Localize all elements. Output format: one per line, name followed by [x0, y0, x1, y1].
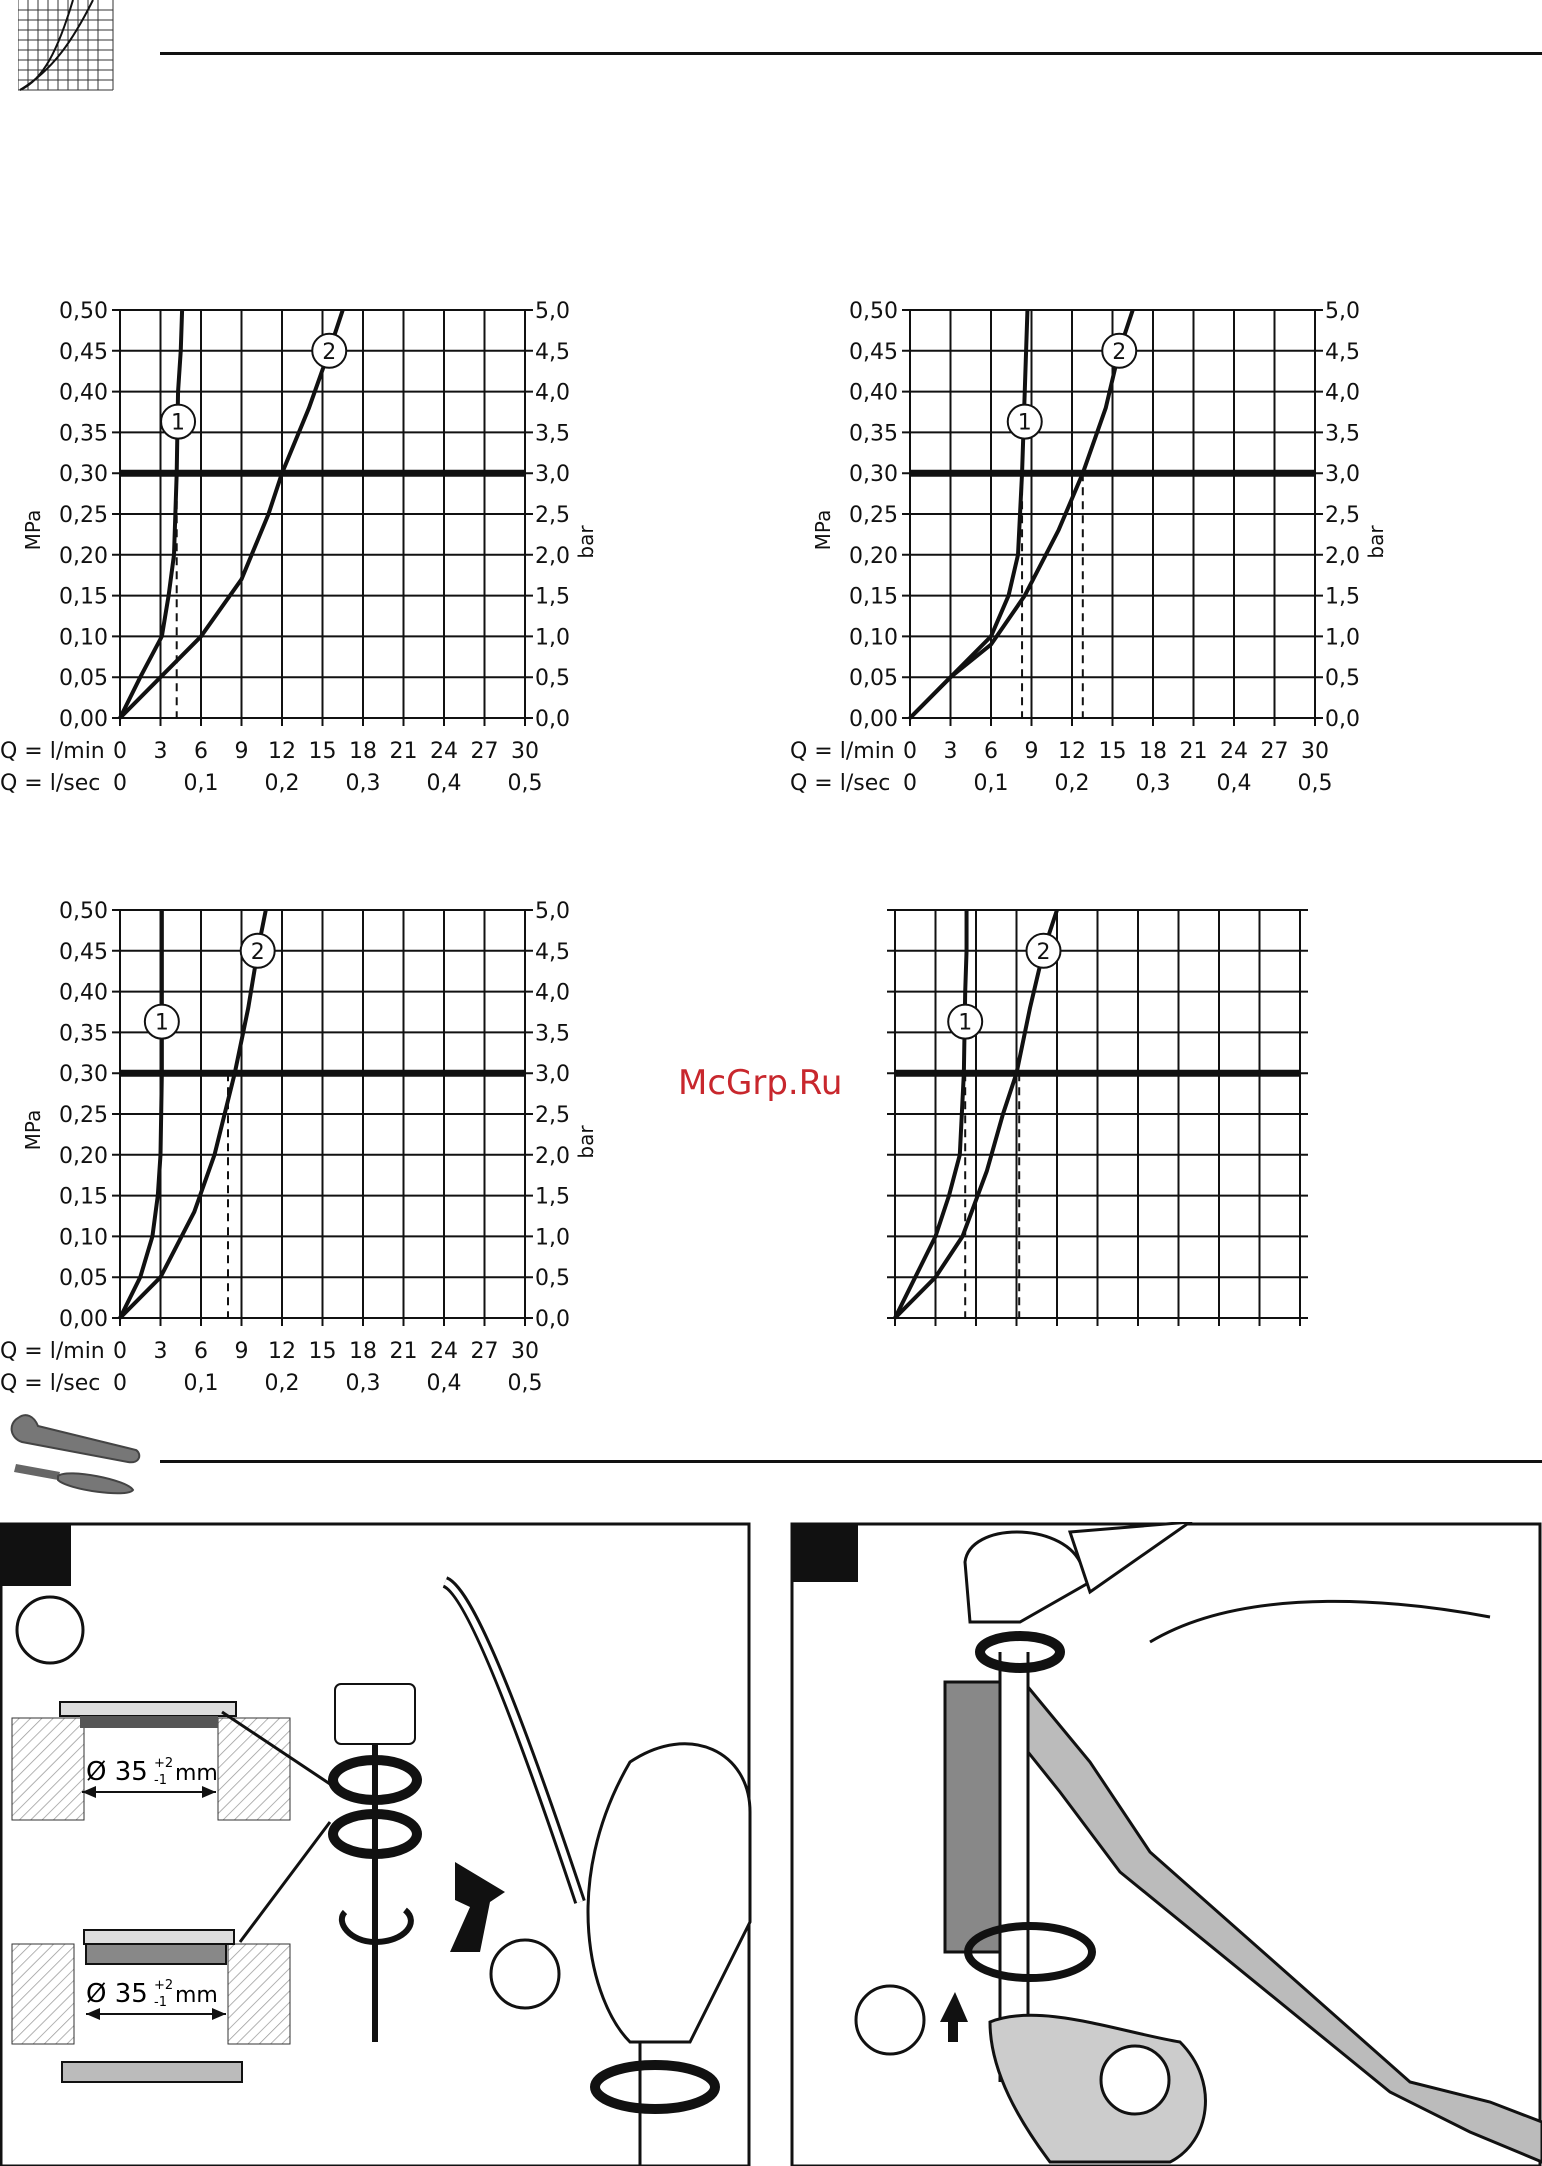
diameter-label-top: Ø 35	[86, 1757, 148, 1787]
y-tick-label: 0,30	[849, 462, 898, 488]
y2-tick-label: 1,5	[1325, 584, 1360, 610]
y2-axis-label: bar	[574, 1125, 598, 1159]
y-tick-label: 0,15	[849, 584, 898, 610]
x2-axis-label: Q = l/sec	[0, 771, 101, 796]
y-tick-label: 0,20	[59, 543, 108, 569]
y2-tick-label: 3,5	[535, 1021, 570, 1047]
y2-tick-label: 1,0	[1325, 625, 1360, 651]
x-tick-label: 21	[389, 739, 418, 764]
y2-tick-label: 3,5	[1325, 421, 1360, 447]
x-tick-label: 30	[511, 1339, 539, 1364]
y-tick-label: 0,50	[59, 899, 108, 924]
y-tick-label: 0,10	[59, 1225, 108, 1251]
y2-tick-label: 1,5	[535, 1184, 570, 1210]
x-tick-label: 12	[1058, 739, 1086, 764]
series-label-1: 1	[171, 410, 186, 436]
y2-tick-label: 2,5	[535, 503, 570, 528]
y2-tick-label: 2,0	[535, 1143, 570, 1169]
y2-tick-label: 0,0	[1325, 707, 1360, 732]
svg-text:mm: mm	[175, 1761, 218, 1786]
x-tick-label: 27	[1260, 739, 1289, 764]
y-tick-label: 0,05	[59, 1266, 108, 1292]
svg-text:mm: mm	[175, 1983, 218, 2008]
wrench-screwdriver-icon	[8, 1410, 143, 1500]
installation-step-2	[790, 1522, 1542, 2166]
y2-axis-label: bar	[574, 525, 598, 559]
watermark: McGrp.Ru	[678, 1063, 843, 1103]
y-tick-label: 0,25	[59, 503, 108, 528]
x-tick-label: 21	[389, 1339, 418, 1364]
x2-tick-label: 0	[113, 771, 127, 796]
x-tick-label: 12	[268, 739, 296, 764]
x2-axis-label: Q = l/sec	[0, 1371, 101, 1396]
y-tick-label: 0,35	[59, 421, 108, 447]
step-callout-circle	[17, 1597, 83, 1663]
x-tick-label: 0	[113, 739, 127, 764]
series-label-2: 2	[1112, 339, 1127, 365]
section-rule-bottom	[160, 1460, 1542, 1463]
diameter-label-bottom: Ø 35	[86, 1979, 148, 2009]
x2-tick-label: 0,2	[264, 771, 300, 796]
step-number-block	[792, 1524, 858, 1582]
y2-tick-label: 4,5	[1325, 339, 1360, 365]
x2-tick-label: 0,5	[1297, 771, 1333, 796]
x2-tick-label: 0	[113, 1371, 127, 1396]
x-tick-label: 18	[349, 1339, 377, 1364]
x-tick-label: 15	[308, 739, 337, 764]
series-label-2: 2	[250, 939, 265, 965]
series-label-1: 1	[154, 1010, 169, 1036]
y-tick-label: 0,45	[59, 939, 108, 965]
y-tick-label: 0,40	[59, 980, 108, 1006]
y2-tick-label: 3,0	[535, 1062, 570, 1088]
x-tick-label: 15	[308, 1339, 337, 1364]
y2-tick-label: 2,0	[1325, 543, 1360, 569]
svg-text:+2: +2	[154, 1978, 174, 1993]
x2-tick-label: 0,2	[1054, 771, 1090, 796]
x2-tick-label: 0,2	[264, 1371, 300, 1396]
x-tick-label: 3	[943, 739, 958, 764]
y2-tick-label: 0,0	[535, 707, 570, 732]
y-tick-label: 0,25	[59, 1103, 108, 1128]
x2-tick-label: 0,1	[973, 771, 1009, 796]
y-tick-label: 0,50	[849, 299, 898, 324]
step-number-block	[1, 1524, 71, 1586]
y-tick-label: 0,35	[849, 421, 898, 447]
y2-tick-label: 0,5	[1325, 666, 1360, 692]
y-tick-label: 0,45	[59, 339, 108, 365]
x2-tick-label: 0,3	[1135, 771, 1171, 796]
y-tick-label: 0,00	[59, 1307, 108, 1332]
x2-tick-label: 0,1	[183, 1371, 219, 1396]
x-tick-label: 12	[268, 1339, 296, 1364]
y2-tick-label: 4,5	[535, 939, 570, 965]
y-tick-label: 0,15	[59, 584, 108, 610]
x-tick-label: 18	[1139, 739, 1167, 764]
series-label-1: 1	[1017, 410, 1032, 436]
x-tick-label: 24	[1220, 739, 1248, 764]
x2-tick-label: 0,5	[507, 771, 543, 796]
y-tick-label: 0,20	[59, 1143, 108, 1169]
x2-tick-label: 0,4	[1216, 771, 1252, 796]
x-tick-label: 0	[903, 739, 917, 764]
y2-tick-label: 3,0	[535, 462, 570, 488]
y-tick-label: 0,45	[849, 339, 898, 365]
x2-axis-label: Q = l/sec	[790, 771, 891, 796]
y2-tick-label: 2,5	[1325, 503, 1360, 528]
y-tick-label: 0,35	[59, 1021, 108, 1047]
y-axis-label: MPa	[21, 509, 45, 551]
x2-tick-label: 0,1	[183, 771, 219, 796]
x-tick-label: 30	[1301, 739, 1329, 764]
y2-tick-label: 4,0	[1325, 380, 1360, 406]
y2-tick-label: 2,5	[535, 1103, 570, 1128]
x-tick-label: 21	[1179, 739, 1208, 764]
y2-tick-label: 5,0	[1325, 299, 1360, 324]
y2-tick-label: 5,0	[535, 299, 570, 324]
series-label-2: 2	[322, 339, 337, 365]
series-label-2: 2	[1036, 939, 1051, 965]
y-axis-label: MPa	[21, 1109, 45, 1151]
svg-text:-1: -1	[154, 1995, 167, 2010]
x-tick-label: 24	[430, 1339, 458, 1364]
x2-tick-label: 0,4	[426, 771, 462, 796]
x-tick-label: 15	[1098, 739, 1127, 764]
x-tick-label: 9	[234, 739, 249, 764]
x-axis-label: Q = l/min	[790, 739, 895, 764]
x-tick-label: 27	[470, 1339, 499, 1364]
x-tick-label: 3	[153, 739, 168, 764]
x-tick-label: 6	[984, 739, 998, 764]
y-tick-label: 0,30	[59, 462, 108, 488]
y-tick-label: 0,00	[59, 707, 108, 732]
x-tick-label: 24	[430, 739, 458, 764]
y-tick-label: 0,40	[849, 380, 898, 406]
y-tick-label: 0,10	[59, 625, 108, 651]
y2-tick-label: 1,5	[535, 584, 570, 610]
y-tick-label: 0,40	[59, 380, 108, 406]
y-axis-label: MPa	[811, 509, 835, 551]
y2-tick-label: 3,5	[535, 421, 570, 447]
x-tick-label: 3	[153, 1339, 168, 1364]
y2-tick-label: 0,5	[535, 666, 570, 692]
x2-tick-label: 0	[903, 771, 917, 796]
x2-tick-label: 0,4	[426, 1371, 462, 1396]
x-tick-label: 6	[194, 739, 208, 764]
x-axis-label: Q = l/min	[0, 739, 105, 764]
x2-tick-label: 0,3	[345, 1371, 381, 1396]
flow-charts	[0, 280, 1542, 1430]
y-tick-label: 0,30	[59, 1062, 108, 1088]
series-label-1: 1	[958, 1010, 973, 1036]
y-tick-label: 0,05	[849, 666, 898, 692]
y2-tick-label: 4,0	[535, 380, 570, 406]
y2-tick-label: 4,5	[535, 339, 570, 365]
y-tick-label: 0,50	[59, 299, 108, 324]
installation-step-1	[0, 1522, 752, 2166]
section-rule-top	[160, 52, 1542, 55]
x-tick-label: 6	[194, 1339, 208, 1364]
x2-tick-label: 0,3	[345, 771, 381, 796]
y-tick-label: 0,00	[849, 707, 898, 732]
x-tick-label: 9	[1024, 739, 1039, 764]
y-tick-label: 0,10	[849, 625, 898, 651]
y-tick-label: 0,05	[59, 666, 108, 692]
svg-text:-1: -1	[154, 1773, 167, 1788]
x2-tick-label: 0,5	[507, 1371, 543, 1396]
y2-tick-label: 5,0	[535, 899, 570, 924]
pressure-flow-chart-icon	[18, 0, 118, 95]
y2-tick-label: 4,0	[535, 980, 570, 1006]
y2-axis-label: bar	[1364, 525, 1388, 559]
y2-tick-label: 0,0	[535, 1307, 570, 1332]
y-tick-label: 0,15	[59, 1184, 108, 1210]
y-tick-label: 0,20	[849, 543, 898, 569]
y2-tick-label: 1,0	[535, 625, 570, 651]
y2-tick-label: 0,5	[535, 1266, 570, 1292]
x-tick-label: 0	[113, 1339, 127, 1364]
x-tick-label: 30	[511, 739, 539, 764]
y2-tick-label: 1,0	[535, 1225, 570, 1251]
x-axis-label: Q = l/min	[0, 1339, 105, 1364]
x-tick-label: 27	[470, 739, 499, 764]
x-tick-label: 9	[234, 1339, 249, 1364]
svg-text:+2: +2	[154, 1756, 174, 1771]
x-tick-label: 18	[349, 739, 377, 764]
y-tick-label: 0,25	[849, 503, 898, 528]
y2-tick-label: 3,0	[1325, 462, 1360, 488]
y2-tick-label: 2,0	[535, 543, 570, 569]
